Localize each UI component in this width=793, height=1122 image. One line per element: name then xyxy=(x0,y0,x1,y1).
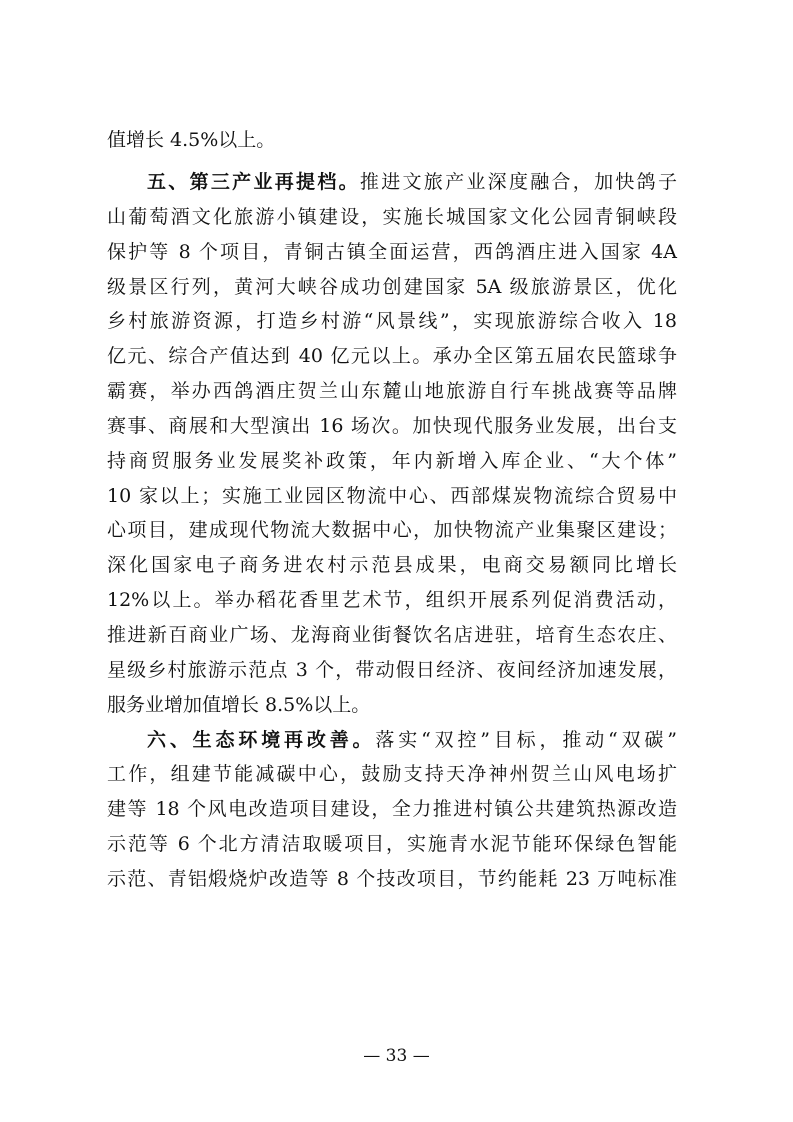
section-five-first-line xyxy=(147,167,677,197)
paragraph-line: 心项目，建成现代物流大数据中心，加快物流产业集聚区建设； xyxy=(107,519,677,541)
section-six-heading: 六、生态环境再改善。 xyxy=(147,729,376,751)
section-six-first-line xyxy=(147,725,677,755)
paragraph-line: 持商贸服务业发展奖补政策，年内新增入库企业、“大个体” xyxy=(107,450,677,472)
section-six-text: 落实“双控”目标，推动“双碳” xyxy=(375,729,677,751)
paragraph-line: 星级乡村旅游示范点 3 个，带动假日经济、夜间经济加速发展， xyxy=(107,659,677,681)
paragraph-line: 乡村旅游资源，打造乡村游“风景线”，实现旅游综合收入 18 xyxy=(107,310,677,332)
paragraph-line: 建等 18 个风电改造项目建设，全力推进村镇公共建筑热源改造 xyxy=(107,798,677,820)
paragraph-line: 级景区行列，黄河大峡谷成功创建国家 5A 级旅游景区，优化 xyxy=(107,276,677,298)
section-five-heading: 五、第三产业再提档。 xyxy=(147,171,360,193)
paragraph-line: 亿元、综合产值达到 40 亿元以上。承办全区第五届农民篮球争 xyxy=(107,345,677,367)
paragraph-line: 山葡萄酒文化旅游小镇建设，实施长城国家文化公园青铜峡段 xyxy=(107,206,677,228)
paragraph-line: 12%以上。举办稻花香里艺术节，组织开展系列促消费活动， xyxy=(107,589,677,611)
paragraph-line: 推进新百商业广场、龙海商业街餐饮名店进驻，培育生态农庄、 xyxy=(107,624,677,646)
paragraph-line: 示范等 6 个北方清洁取暖项目，实施青水泥节能环保绿色智能 xyxy=(107,833,677,855)
paragraph-line: 赛事、商展和大型演出 16 场次。加快现代服务业发展，出台支 xyxy=(107,415,677,437)
paragraph-line: 值增长 4.5%以上。 xyxy=(107,129,276,151)
section-five-text: 推进文旅产业深度融合，加快鸽子 xyxy=(359,171,677,193)
paragraph-line: 霸赛，举办西鸽酒庄贺兰山东麓山地旅游自行车挑战赛等品牌 xyxy=(107,380,677,402)
paragraph-line: 保护等 8 个项目，青铜古镇全面运营，西鸽酒庄进入国家 4A xyxy=(107,241,677,263)
paragraph-line: 工作，组建节能减碳中心，鼓励支持天净神州贺兰山风电场扩 xyxy=(107,763,677,785)
paragraph-line: 深化国家电子商务进农村示范县成果，电商交易额同比增长 xyxy=(107,554,677,576)
page-number: — 33 — xyxy=(363,1046,430,1066)
paragraph-line: 示范、青铝煅烧炉改造等 8 个技改项目，节约能耗 23 万吨标准 xyxy=(107,868,677,890)
paragraph-line: 10 家以上；实施工业园区物流中心、西部煤炭物流综合贸易中 xyxy=(107,485,677,507)
paragraph-line: 服务业增加值增长 8.5%以上。 xyxy=(107,694,371,716)
